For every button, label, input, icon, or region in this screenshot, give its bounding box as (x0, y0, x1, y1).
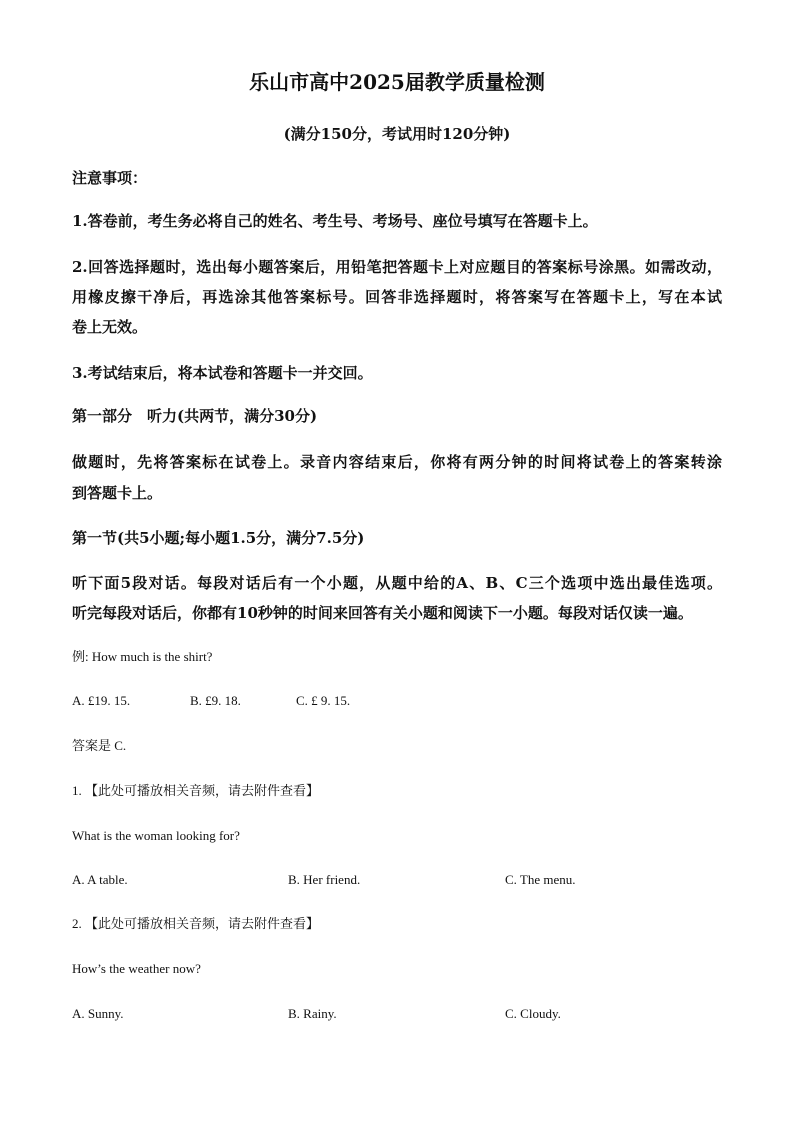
part1-heading: 第一部分 听力(共两节，满分30分) (72, 407, 318, 425)
notice-item-1: 1.答卷前，考生务必将自己的姓名、考生号、考场号、座位号填写在答题卡上。 (72, 212, 598, 230)
question-1-option-c: C. The menu. (505, 872, 576, 887)
example-option-b: B. £9. 18. (190, 693, 241, 708)
notice-item-3: 3.考试结束后，将本试卷和答题卡一并交回。 (72, 364, 373, 382)
question-2-option-a: A. Sunny. (72, 1006, 124, 1021)
question-1-text: What is the woman looking for? (72, 828, 240, 843)
page-title: 乐山市高中2025届教学质量检测 (249, 70, 545, 94)
example-option-a: A. £19. 15. (72, 693, 131, 708)
question-1-audio-note: 1. 【此处可播放相关音频，请去附件查看】 (72, 783, 320, 798)
question-2-option-c: C. Cloudy. (505, 1006, 561, 1021)
example-question: 例: How much is the shirt? (72, 649, 213, 664)
question-1-option-a: A. A table. (72, 872, 128, 887)
page-subtitle: (满分150分，考试用时120分钟) (283, 125, 511, 143)
notice-heading: 注意事项： (72, 169, 148, 187)
example-answer: 答案是 C. (72, 738, 127, 753)
question-1-option-b: B. Her friend. (288, 872, 361, 887)
question-2-text: How’s the weather now? (72, 961, 201, 976)
part1-instruction-line-1: 做题时，先将答案标在试卷上。录音内容结束后，你将有两分钟的时间将试卷上的答案转涂 (72, 453, 722, 471)
notice-item-2-line-1: 2.回答选择题时，选出每小题答案后，用铅笔把答题卡上对应题目的答案标号涂黑。如需改动， (72, 258, 722, 276)
section1-instruction-line-2: 听完每段对话后，你都有10秒钟的时间来回答有关小题和阅读下一小题。每段对话仅读一遍。 (72, 604, 693, 622)
part1-instruction-line-2: 到答题卡上。 (72, 484, 163, 502)
section1-instruction-line-1: 听下面5段对话。每段对话后有一个小题，从题中给的A、B、C三个选项中选出最佳选项。 (72, 574, 722, 592)
example-option-c: C. £ 9. 15. (296, 693, 351, 708)
section1-heading: 第一节(共5小题;每小题1.5分，满分7.5分) (72, 529, 365, 547)
notice-item-2-line-2: 用橡皮擦干净后，再选涂其他答案标号。回答非选择题时，将答案写在答题卡上，写在本试 (72, 288, 722, 306)
question-2-audio-note: 2. 【此处可播放相关音频，请去附件查看】 (72, 916, 320, 931)
question-2-option-b: B. Rainy. (288, 1006, 337, 1021)
notice-item-2-line-3: 卷上无效。 (72, 318, 148, 336)
